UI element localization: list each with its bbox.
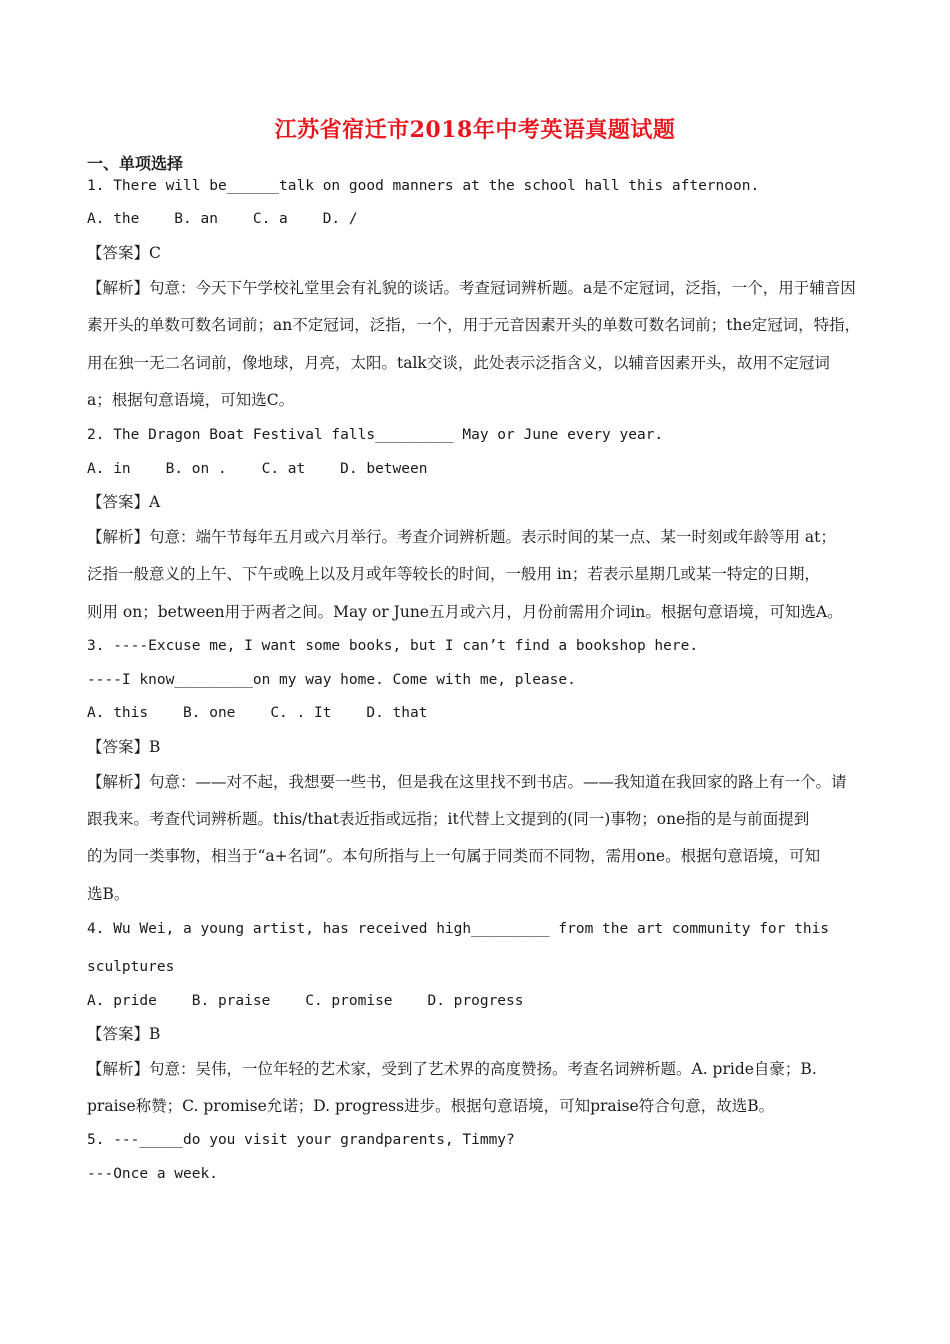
document-line: A. in B. on . C. at D. between — [87, 461, 428, 477]
document-line: A. this B. one C. . It D. that — [87, 705, 428, 721]
document-line: 的为同一类事物，相当于“a+名词”。本句所指与上一句属于同类而不同物，需用one。根据句意语境，可知 — [87, 847, 821, 865]
analysis-line: 【解析】句意：端午节每年五月或六月举行。考查介词辨析题。表示时间的某一点、某一时刻或年龄等用 at； — [87, 528, 836, 546]
answer-line: 【答案】A — [87, 493, 161, 511]
document-line: 则用 on；between用于两者之间。May or June五月或六月，月份前需用介词in。根据句意语境，可知选A。 — [87, 603, 843, 621]
section-heading: 一、单项选择 — [87, 154, 184, 173]
document-line: 4. Wu Wei, a young artist, has received high_________ from the art community for this — [87, 921, 830, 937]
document-line: 5. ---_____do you visit your grandparents, Timmy? — [87, 1132, 515, 1148]
answer-line: 【答案】B — [87, 738, 161, 756]
analysis-line: 【解析】句意：——对不起，我想要一些书，但是我在这里找不到书店。——我知道在我回家的路上有一个。请 — [87, 773, 847, 791]
document-line: 用在独一无二名词前，像地球，月亮，太阳。talk交谈，此处表示泛指含义，以辅音因素开头，故用不定冠词 — [87, 354, 830, 372]
document-line: 泛指一般意义的上午、下午或晚上以及月或年等较长的时间，一般用 in；若表示星期几或某一特定的日期， — [87, 565, 820, 583]
document-line: A. pride B. praise C. promise D. progress — [87, 993, 524, 1009]
document-line: sculptures — [87, 959, 175, 975]
document-line: 素开头的单数可数名词前；an不定冠词，泛指，一个，用于元音因素开头的单数可数名词前；the定冠词，特指， — [87, 316, 861, 334]
answer-line: 【答案】B — [87, 1025, 161, 1043]
document-line: a；根据句意语境，可知选C。 — [87, 391, 295, 409]
document-line: ----I know_________on my way home. Come with me, please. — [87, 672, 576, 688]
analysis-line: 【解析】句意：今天下午学校礼堂里会有礼貌的谈话。考查冠词辨析题。a是不定冠词，泛指，一个，用于辅音因 — [87, 279, 856, 297]
document-line: 选B。 — [87, 885, 130, 903]
analysis-line: 【解析】句意：吴伟，一位年轻的艺术家，受到了艺术界的高度赞扬。考查名词辨析题。A. pride自豪；B. — [87, 1060, 817, 1078]
document-line: 1. There will be______talk on good manners at the school hall this afternoon. — [87, 178, 760, 194]
answer-line: 【答案】C — [87, 244, 161, 262]
document-line: praise称赞；C. promise允诺；D. progress进步。根据句意语境，可知praise符合句意，故选B。 — [87, 1097, 775, 1115]
document-line: A. the B. an C. a D. / — [87, 211, 358, 227]
document-line: 跟我来。考查代词辨析题。this/that表近指或远指；it代替上文提到的(同一)事物；one指的是与前面提到 — [87, 810, 810, 828]
document-title: 江苏省宿迁市2018年中考英语真题试题 — [274, 117, 676, 143]
document-line: 2. The Dragon Boat Festival falls_________ May or June every year. — [87, 427, 664, 443]
document-line: 3. ----Excuse me, I want some books, but I can’t find a bookshop here. — [87, 638, 699, 654]
document-line: ---Once a week. — [87, 1166, 218, 1182]
